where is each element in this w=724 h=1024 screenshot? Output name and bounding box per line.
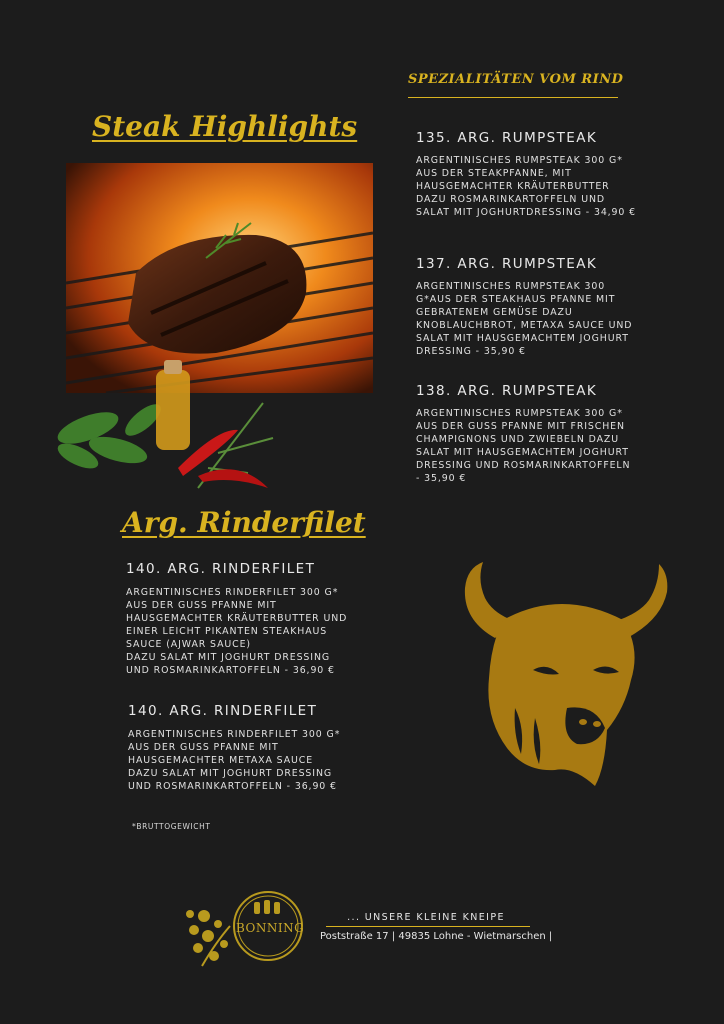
item-description: ARGENTINISCHES RUMPSTEAK 300 G* AUS DER STEAKPFANNE, MIT HAUSGEMACHTER KRÄUTERBUTTER DAZU ROSMARINKARTOFFELN UND SALAT MIT JOGHURTDRESSING - 34,90 € — [416, 155, 637, 218]
steak-highlights-heading: Steak Highlights — [92, 110, 358, 143]
footer-address: Poststraße 17 | 49835 Lohne - Wietmarschen | — [320, 931, 553, 942]
gross-weight-note: *BRUTTOGEWICHT — [132, 822, 211, 831]
section-title-specialties: SPEZIALITÄTEN VOM RIND — [408, 72, 624, 87]
title-underline — [408, 97, 618, 98]
item-description: ARGENTINISCHES RUMPSTEAK 300 G*AUS DER STEAKHAUS PFANNE MIT GEBRATENEM GEMÜSE DAZU KNOBLAUCHBROT, METAXA SAUCE UND SALAT MIT HAUSGEMACHTEM JOGHURT DRESSING - 35,90 € — [416, 281, 633, 357]
rinderfilet-item-1 — [126, 561, 347, 677]
rinderfilet-item-2 — [128, 703, 340, 793]
item-title: 140. ARG. RINDERFILET — [126, 561, 316, 577]
rumpsteak-item-137 — [416, 256, 632, 358]
footer-tagline: ... UNSERE KLEINE KNEIPE — [347, 912, 505, 923]
rumpsteak-item-135 — [416, 130, 636, 219]
item-title: 137. ARG. RUMPSTEAK — [416, 256, 598, 272]
footer-divider — [326, 926, 530, 927]
item-description: ARGENTINISCHES RUMPSTEAK 300 G* AUS DER GUSS PFANNE MIT FRISCHEN CHAMPIGNONS UND ZWIEBELN DAZU SALAT MIT HAUSGEMACHTEM JOGHURT DRESSING UND ROSMARINKARTOFFELN - 35,90 € — [416, 408, 631, 484]
bull-head-icon — [455, 558, 673, 790]
logo-text: BONNING — [236, 921, 305, 935]
rumpsteak-item-138 — [416, 383, 630, 485]
herbs-chili-decoration — [48, 358, 278, 498]
item-title: 135. ARG. RUMPSTEAK — [416, 130, 598, 146]
rinderfilet-heading: Arg. Rinderfilet — [122, 506, 366, 539]
item-title: 138. ARG. RUMPSTEAK — [416, 383, 598, 399]
item-description: ARGENTINISCHES RINDERFILET 300 G* AUS DER GUSS PFANNE MIT HAUSGEMACHTER KRÄUTERBUTTER UND EINER LEICHT PIKANTEN STEAKHAUS SAUCE (AJWAR SAUCE) DAZU SALAT MIT JOGHURT DRESSING UND ROSMARINKARTOFFELN - 36,90 € — [126, 587, 348, 676]
item-description: ARGENTINISCHES RINDERFILET 300 G* AUS DER GUSS PFANNE MIT HAUSGEMACHTER METAXA SAUCE DAZU SALAT MIT JOGHURT DRESSING UND ROSMARINKARTOFFELN - 36,90 € — [128, 729, 341, 792]
item-title: 140. ARG. RINDERFILET — [128, 703, 318, 719]
